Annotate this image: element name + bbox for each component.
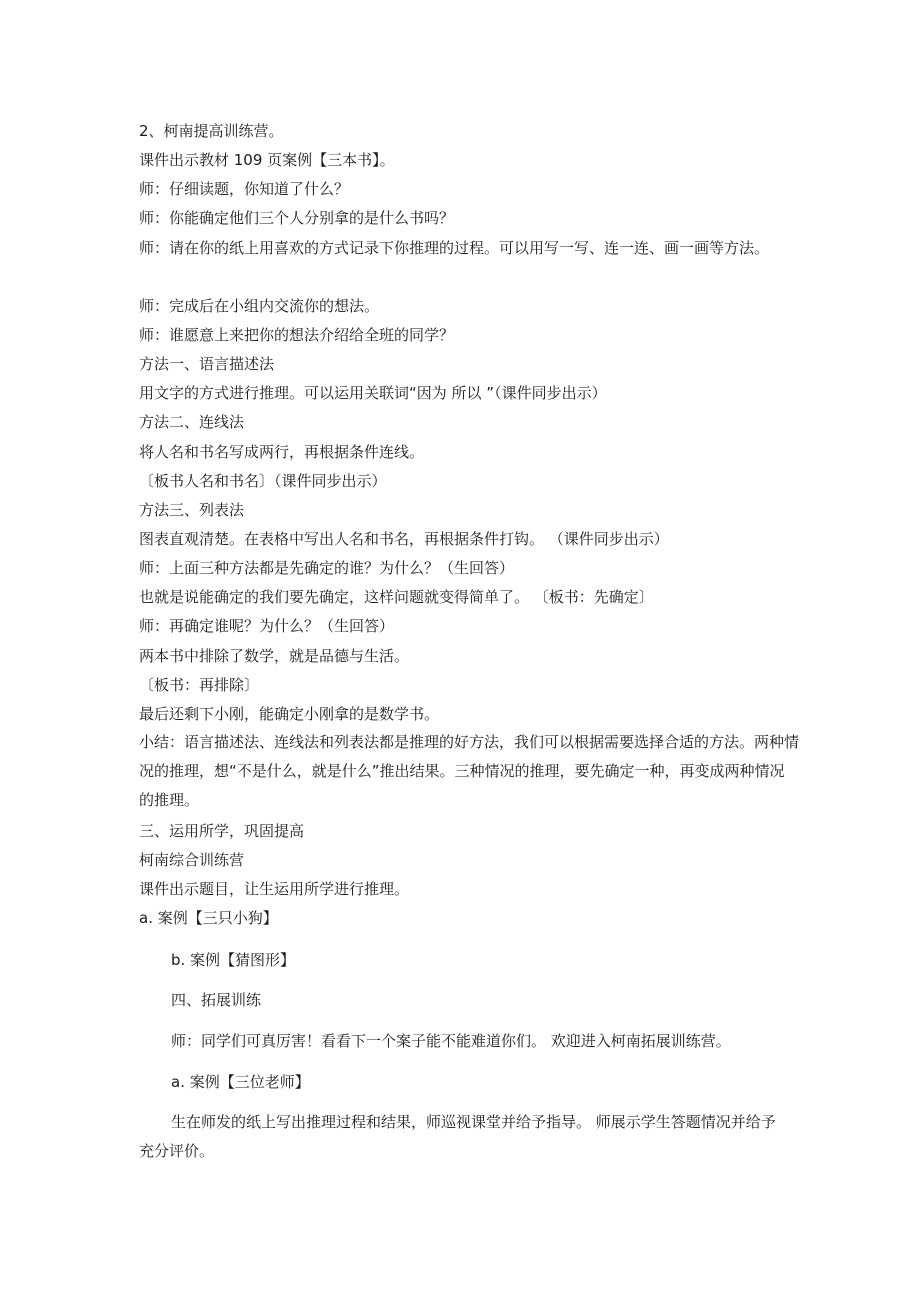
case-item: a. 案例【三位老师】	[171, 1073, 310, 1091]
paragraph: 生在师发的纸上写出推理过程和结果，师巡视课堂并给予指导。 师展示学生答题情况并给予充分评价。	[139, 1113, 776, 1160]
method-heading: 方法一、语言描述法	[139, 355, 275, 373]
section-heading: 四、拓展训练	[171, 991, 262, 1009]
paragraph: 将人名和书名写成两行，再根据条件连线。	[139, 443, 425, 461]
paragraph: 课件出示教材 109 页案例【三本书】。	[139, 151, 395, 169]
paragraph: 柯南综合训练营	[139, 851, 245, 869]
paragraph: 课件出示题目，让生运用所学进行推理。	[139, 880, 410, 898]
paragraph: 用文字的方式进行推理。可以运用关联词“因为 所以 ”（课件同步出示）	[139, 384, 607, 402]
paragraph: 〔板书人名和书名〕（课件同步出示）	[139, 472, 387, 490]
paragraph: 师：完成后在小组内交流你的想法。	[139, 297, 380, 315]
paragraph: 两本书中排除了数学，就是品德与生活。	[139, 647, 410, 665]
case-item: a. 案例【三只小狗】	[139, 909, 278, 927]
paragraph: 〔板书：再排除〕	[139, 676, 260, 694]
section-heading: 2、柯南提高训练营。	[139, 122, 284, 140]
paragraph: 也就是说能确定的我们要先确定，这样问题就变得简单了。 〔板书：先确定〕	[139, 588, 654, 606]
paragraph: 师：同学们可真厉害！看看下一个案子能不能难道你们。 欢迎进入柯南拓展训练营。	[171, 1032, 731, 1050]
section-heading: 三、运用所学，巩固提高	[139, 822, 305, 840]
paragraph: 师：仔细读题，你知道了什么？	[139, 180, 350, 198]
summary-paragraph: 小结：语言描述法、连线法和列表法都是推理的好方法，我们可以根据需要选择合适的方法。两种情况的推理，想“不是什么，就是什么”推出结果。三种情况的推理，要先确定一种，再变成两种情况的推理。	[139, 733, 800, 809]
paragraph: 师：谁愿意上来把你的想法介绍给全班的同学？	[139, 326, 455, 344]
paragraph: 最后还剩下小刚，能确定小刚拿的是数学书。	[139, 705, 440, 723]
paragraph: 图表直观清楚。在表格中写出人名和书名，再根据条件打钩。 （课件同步出示）	[139, 530, 669, 548]
paragraph: 师：再确定谁呢？为什么？（生回答）	[139, 617, 395, 635]
case-item: b. 案例【猜图形】	[171, 951, 296, 969]
method-heading: 方法三、列表法	[139, 501, 245, 519]
method-heading: 方法二、连线法	[139, 413, 245, 431]
paragraph: 师：上面三种方法都是先确定的谁？为什么？（生回答）	[139, 559, 515, 577]
paragraph: 师：你能确定他们三个人分别拿的是什么书吗？	[139, 209, 455, 227]
paragraph: 师：请在你的纸上用喜欢的方式记录下你推理的过程。可以用写一写、连一连、画一画等方法。	[139, 239, 770, 257]
